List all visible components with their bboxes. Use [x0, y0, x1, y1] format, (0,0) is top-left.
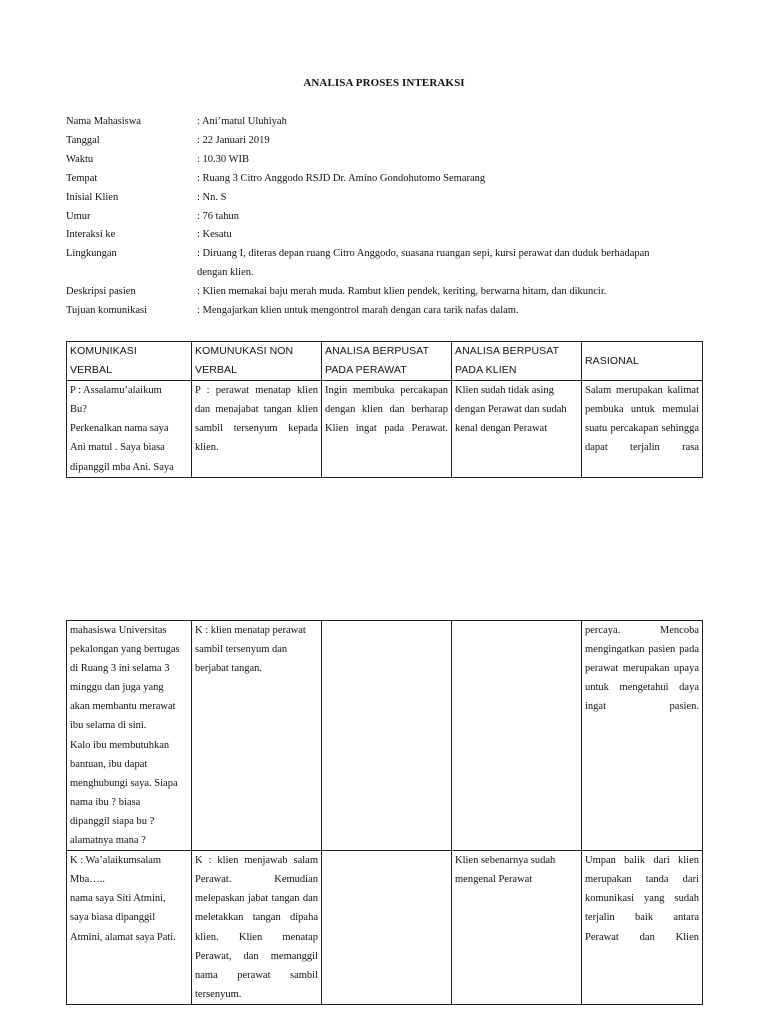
- verbal-text: P : Assalamu’alaikum Bu? Perkenalkan nama saya Ani matul . Saya biasa dipanggil mba Ani. Saya: [70, 385, 174, 473]
- info-row-waktu: [66, 151, 706, 170]
- interaction-table-page1: [66, 341, 703, 478]
- analisa-klien-text: Klien sudah tidak asing dengan Perawat dan sudah kenal dengan Perawat: [455, 385, 567, 435]
- analisa-klien-text: Klien sebenarnya sudah mengenal Perawat: [455, 855, 556, 886]
- header-analisa-klien: ANALISA BERPUSAT PADA KLIEN: [455, 345, 560, 377]
- cell-analisa-klien: [452, 621, 582, 851]
- cell-rasional: [582, 621, 703, 851]
- info-row-umur: [66, 208, 706, 227]
- cell-verbal: [67, 381, 192, 477]
- info-value: : Mengajarkan klien untuk mengontrol marah dengan cara tarik nafas dalam.: [197, 305, 519, 317]
- info-label: Interaksi ke: [66, 229, 116, 241]
- info-row-tujuan: [66, 302, 706, 321]
- interaction-table-page2: [66, 620, 703, 1005]
- info-section: [66, 113, 706, 321]
- info-label: Nama Mahasiswa: [66, 116, 141, 127]
- header-cell: [192, 342, 322, 381]
- rasional-text: Salam merupakan kalimat pembuka untuk memulai suatu percakapan sehingga dapat terjalin rasa: [585, 385, 699, 454]
- verbal-text: K : Wa’alaikumsalam Mba….. nama saya Siti Atmini, saya biasa dipanggil Atmini, alamat saya Pati.: [70, 855, 176, 943]
- info-row-tempat: [66, 170, 706, 189]
- table-row: [67, 621, 703, 851]
- info-value: : Klien memakai baju merah muda. Rambut klien pendek, keriting, berwarna hitam, dan dikuncir.: [197, 286, 607, 298]
- cell-rasional: [582, 851, 703, 1005]
- nonverbal-text: P : perawat menatap klien dan menajabat tangan klien sambil tersenyum kepada klien.: [195, 385, 318, 454]
- nonverbal-text: K : klien menjawab salam Perawat. Kemudian melepaskan jabat tangan dan meletakkan tangan dipaha klien. Klien menatap Perawat, dan memanggil nama perawat sambil tersenyum.: [195, 855, 318, 1000]
- info-label: Tempat: [66, 172, 98, 184]
- info-row-deskripsi: [66, 283, 706, 302]
- header-verbal: KOMUNIKASI VERBAL: [70, 345, 137, 377]
- table-row: [67, 851, 703, 1005]
- header-rasional: RASIONAL: [585, 354, 639, 367]
- cell-analisa-perawat: [322, 621, 452, 851]
- info-value: : Ruang 3 Citro Anggodo RSJD Dr. Amino Gondohutomo Semarang: [197, 172, 486, 184]
- info-row-lingkungan: [66, 245, 706, 283]
- header-cell: [452, 342, 582, 381]
- cell-analisa-klien: [452, 381, 582, 477]
- cell-analisa-perawat: [322, 851, 452, 1005]
- analisa-perawat-text: Ingin membuka percakapan dengan klien dan berharap Klien ingat pada Perawat.: [325, 385, 448, 435]
- header-cell: [582, 342, 703, 381]
- header-cell: [322, 342, 452, 381]
- info-label: Tanggal: [66, 134, 100, 146]
- info-label: Tujuan komunikasi: [66, 305, 147, 317]
- header-analisa-perawat: ANALISA BERPUSAT PADA PERAWAT: [325, 345, 430, 377]
- info-row-nama: [66, 113, 706, 132]
- info-value: : Ani’matul Uluhiyah: [197, 116, 287, 127]
- cell-rasional: [582, 381, 703, 477]
- table-header-row: [67, 342, 703, 381]
- info-label: Umur: [66, 210, 91, 222]
- header-nonverbal: KOMUNUKASI NON VERBAL: [195, 345, 294, 377]
- cell-analisa-perawat: [322, 381, 452, 477]
- document-title: ANALISA PROSES INTERAKSI: [303, 77, 465, 89]
- info-value: : 22 Januari 2019: [197, 134, 270, 146]
- rasional-text: percaya. Mencoba mengingatkan pasien pada perawat merupakan upaya untuk mengetahui daya ingat pasien.: [585, 625, 699, 713]
- verbal-text: mahasiswa Universitas pekalongan yang bertugas di Ruang 3 ini selama 3 minggu dan juga yang akan membantu merawat ibu selama di sini. Kalo ibu membutuhkan bantuan, ibu dapat menghubungi saya. Siapa nama ibu ? biasa dipanggil siapa bu ? alamatnya mana ?: [70, 625, 180, 847]
- info-row-inisial: [66, 189, 706, 208]
- info-label: Waktu: [66, 153, 94, 165]
- cell-nonverbal: [192, 621, 322, 851]
- info-value: : Nn. S: [197, 191, 227, 203]
- info-value: : 76 tahun: [197, 210, 239, 222]
- info-value: : Kesatu: [197, 229, 232, 241]
- info-label: Deskripsi pasien: [66, 286, 136, 298]
- cell-verbal: [67, 851, 192, 1005]
- header-cell: [67, 342, 192, 381]
- info-value: : Diruang I, diteras depan ruang Citro Anggodo, suasana ruangan sepi, kursi perawat dan duduk berhadapan dengan klien.: [197, 248, 650, 279]
- cell-nonverbal: [192, 381, 322, 477]
- cell-verbal: [67, 621, 192, 851]
- rasional-text: Umpan balik dari klien merupakan tanda dari komunikasi yang sudah terjalin baik antara Perawat dan Klien: [585, 855, 699, 943]
- info-value: : 10.30 WIB: [197, 153, 250, 165]
- table-row: [67, 381, 703, 477]
- cell-analisa-klien: [452, 851, 582, 1005]
- info-label: Lingkungan: [66, 248, 117, 260]
- info-row-tanggal: [66, 132, 706, 151]
- info-row-interaksi: [66, 226, 706, 245]
- cell-nonverbal: [192, 851, 322, 1005]
- nonverbal-text: K : klien menatap perawat sambil tersenyum dan berjabat tangan.: [195, 625, 306, 675]
- info-label: Inisial Klien: [66, 191, 119, 203]
